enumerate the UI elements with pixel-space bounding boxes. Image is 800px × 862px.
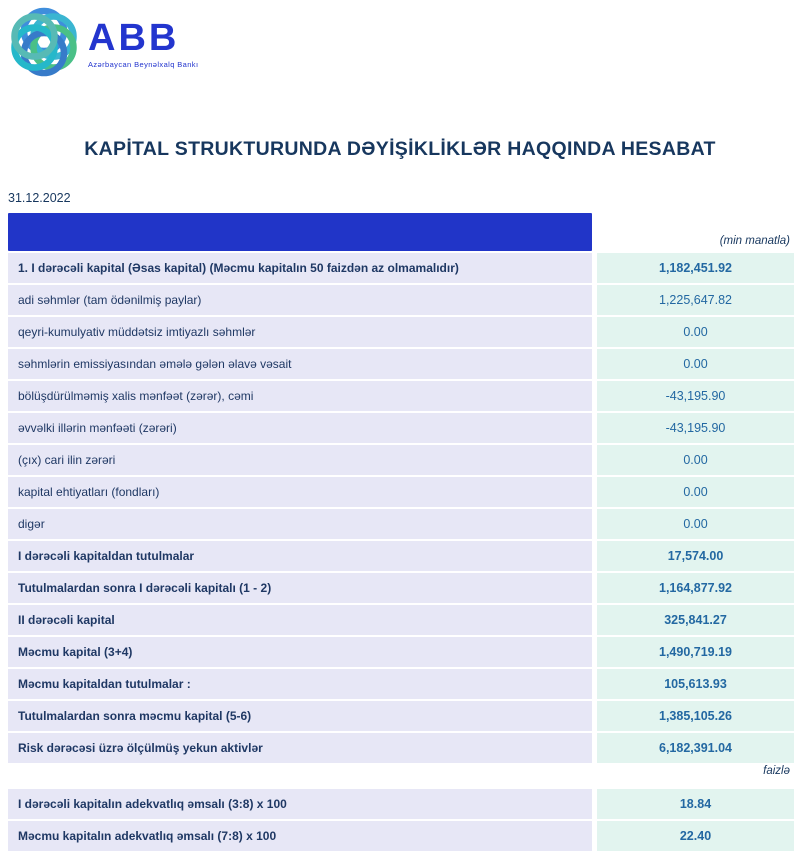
row-label: Məcmu kapitaldan tutulmalar : bbox=[8, 669, 592, 699]
row-value: 0.00 bbox=[597, 477, 794, 507]
table-row bbox=[8, 349, 794, 379]
table-body bbox=[8, 253, 794, 763]
table-row bbox=[8, 541, 794, 571]
row-value: 1,490,719.19 bbox=[597, 637, 794, 667]
row-label: Tutulmalardan sonra məcmu kapital (5-6) bbox=[8, 701, 592, 731]
table-row bbox=[8, 381, 794, 411]
row-label: I dərəcəli kapitaldan tutulmalar bbox=[8, 541, 592, 571]
ratio-table bbox=[8, 789, 794, 853]
row-label: kapital ehtiyatları (fondları) bbox=[8, 477, 592, 507]
table-row bbox=[8, 477, 794, 507]
row-label: Tutulmalardan sonra I dərəcəli kapitalı (1 - 2) bbox=[8, 573, 592, 603]
row-label: II dərəcəli kapital bbox=[8, 605, 592, 635]
row-value: 18.84 bbox=[597, 789, 794, 819]
table-row bbox=[8, 637, 794, 667]
row-label: 1. I dərəcəli kapital (Əsas kapital) (Məcmu kapitalın 50 faizdən az olmamalıdır) bbox=[8, 253, 592, 283]
table-row bbox=[8, 317, 794, 347]
row-value: 1,385,105.26 bbox=[597, 701, 794, 731]
row-value: 0.00 bbox=[597, 317, 794, 347]
row-value: 0.00 bbox=[597, 509, 794, 539]
row-value: 22.40 bbox=[597, 821, 794, 851]
row-value: 17,574.00 bbox=[597, 541, 794, 571]
row-label: digər bbox=[8, 509, 592, 539]
row-label: Məcmu kapitalın adekvatlıq əmsalı (7:8) x 100 bbox=[8, 821, 592, 851]
page-title: KAPİTAL STRUKTURUNDA DƏYİŞİKLİKLƏR HAQQINDA HESABAT bbox=[84, 138, 716, 160]
abb-knot-icon bbox=[8, 6, 80, 78]
row-value: 325,841.27 bbox=[597, 605, 794, 635]
row-value: 1,182,451.92 bbox=[597, 253, 794, 283]
capital-table bbox=[8, 213, 794, 765]
row-label: (çıx) cari ilin zərəri bbox=[8, 445, 592, 475]
unit-note: (min manatla) bbox=[719, 235, 790, 247]
row-value: -43,195.90 bbox=[597, 381, 794, 411]
row-value: 0.00 bbox=[597, 349, 794, 379]
table-row bbox=[8, 253, 794, 283]
row-value: 0.00 bbox=[597, 445, 794, 475]
row-value: 6,182,391.04 bbox=[597, 733, 794, 763]
table-row bbox=[8, 821, 794, 851]
table-row bbox=[8, 445, 794, 475]
row-value: -43,195.90 bbox=[597, 413, 794, 443]
row-label: qeyri-kumulyativ müddətsiz imtiyazlı səhmlər bbox=[8, 317, 592, 347]
table-header-bar bbox=[8, 213, 592, 251]
row-value: 1,225,647.82 bbox=[597, 285, 794, 315]
row-label: səhmlərin emissiyasından əmələ gələn əlavə vəsait bbox=[8, 349, 592, 379]
table-row bbox=[8, 573, 794, 603]
ratio-table-body bbox=[8, 789, 794, 851]
table-row bbox=[8, 789, 794, 819]
table-row bbox=[8, 669, 794, 699]
logo-brand: ABB bbox=[88, 17, 180, 59]
bank-logo bbox=[8, 6, 198, 78]
row-label: bölüşdürülməmiş xalis mənfəət (zərər), cəmi bbox=[8, 381, 592, 411]
row-value: 1,164,877.92 bbox=[597, 573, 794, 603]
table-row bbox=[8, 605, 794, 635]
table-row bbox=[8, 509, 794, 539]
percent-note: faizlə bbox=[763, 765, 790, 777]
logo-text bbox=[88, 19, 198, 69]
report-date: 31.12.2022 bbox=[8, 191, 71, 205]
row-label: əvvəlki illərin mənfəəti (zərəri) bbox=[8, 413, 592, 443]
row-label: I dərəcəli kapitalın adekvatlıq əmsalı (3:8) x 100 bbox=[8, 789, 592, 819]
table-header bbox=[8, 213, 794, 251]
logo-subtitle: Azərbaycan Beynəlxalq Bankı bbox=[88, 60, 199, 69]
table-row bbox=[8, 733, 794, 763]
table-row bbox=[8, 285, 794, 315]
row-label: Məcmu kapital (3+4) bbox=[8, 637, 592, 667]
row-value: 105,613.93 bbox=[597, 669, 794, 699]
table-row bbox=[8, 413, 794, 443]
table-row bbox=[8, 701, 794, 731]
row-label: Risk dərəcəsi üzrə ölçülmüş yekun aktivlər bbox=[8, 733, 592, 763]
row-label: adi səhmlər (tam ödənilmiş paylar) bbox=[8, 285, 592, 315]
